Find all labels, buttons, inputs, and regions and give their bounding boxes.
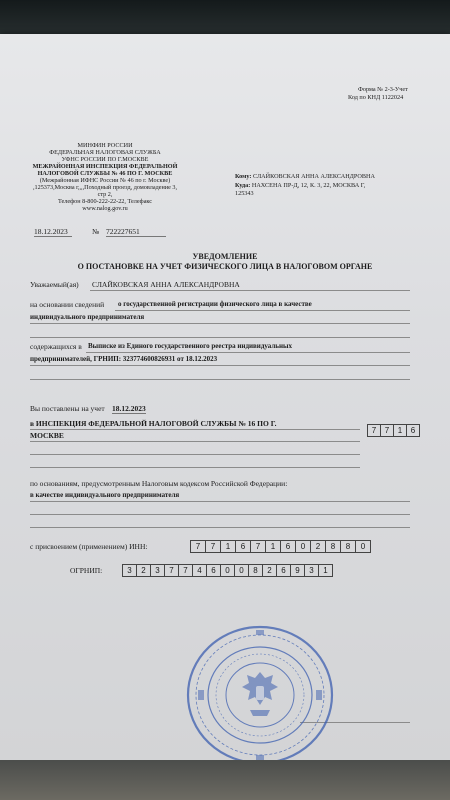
underline [30, 467, 360, 468]
inn-digit: 8 [326, 540, 341, 553]
underline [30, 527, 410, 528]
authority-line: ,125373,Москва г,,,,Походный проезд, домовладение 3, [32, 184, 178, 191]
inn-label: с присвоением (применением) ИНН: [30, 542, 148, 551]
table-surface-bottom [0, 760, 450, 800]
document-subtitle: О ПОСТАНОВКЕ НА УЧЕТ ФИЗИЧЕСКОГО ЛИЦА В НАЛОГОВОМ ОРГАНЕ [77, 262, 373, 271]
code-digit: 7 [381, 424, 394, 437]
recipient-where-value: НАХСЕНА ПР-Д, 12, К. 3, 22, МОСКВА Г, [251, 182, 366, 189]
inspection-line1: в ИНСПЕКЦИЯ ФЕДЕРАЛЬНОЙ НАЛОГОВОЙ СЛУЖБЫ № 16 ПО Г. [30, 419, 277, 428]
official-seal-stamp [180, 620, 340, 770]
inn-digit: 0 [296, 540, 311, 553]
basis-label: на основании сведений [30, 300, 105, 309]
inn-digit: 7 [206, 540, 221, 553]
document-title: УВЕДОМЛЕНИЕ [192, 252, 258, 261]
authority-block [30, 142, 180, 212]
authority-line: МЕЖРАЙОННАЯ ИНСПЕКЦИЯ ФЕДЕРАЛЬНОЙ [32, 163, 178, 170]
basis-value-line1: о государственной регистрации физического лица в качестве [118, 300, 312, 308]
inn-digit: 7 [190, 540, 206, 553]
underline [30, 501, 410, 502]
underline [30, 429, 360, 430]
eagle-emblem-icon [242, 672, 278, 716]
inn-digit: 7 [251, 540, 266, 553]
inn-digit: 2 [311, 540, 326, 553]
inn-cells [190, 540, 371, 553]
form-number: Форма № 2-3-Учет [358, 86, 408, 93]
authority-line: ФЕДЕРАЛЬНАЯ НАЛОГОВАЯ СЛУЖБА [49, 149, 161, 156]
underline [30, 337, 410, 338]
ogrnip-cells [122, 564, 333, 577]
code-digit: 7 [367, 424, 381, 437]
authority-line: стр 2, [97, 191, 113, 198]
ogrnip-digit: 1 [319, 564, 333, 577]
contained-label: содержащихся в [30, 342, 82, 351]
taxpayer-name: СЛАЙКОВСКАЯ АННА АЛЕКСАНДРОВНА [92, 280, 240, 289]
ogrnip-digit: 3 [122, 564, 137, 577]
ogrnip-digit: 6 [277, 564, 291, 577]
ogrnip-digit: 6 [207, 564, 221, 577]
contained-value-line2: предпринимателей, ГРНИП: 323774600826931 от 18.12.2023 [30, 355, 218, 363]
recipient-to [235, 173, 375, 180]
registered-date: 18.12.2023 [112, 404, 146, 413]
code-digit: 1 [394, 424, 407, 437]
ogrnip-digit: 2 [137, 564, 151, 577]
authority-line: www.nalog.gov.ru [82, 205, 128, 212]
underline [115, 310, 410, 311]
recipient-to-value: СЛАЙКОВСКАЯ АННА АЛЕКСАНДРОВНА [253, 173, 375, 180]
recipient-to-label: Кому: [235, 173, 252, 180]
recipient-zip: 125343 [235, 190, 254, 197]
document-number: 722227651 [106, 227, 166, 237]
inspection-code-cells [367, 424, 420, 437]
underline [30, 454, 360, 455]
ogrnip-digit: 9 [291, 564, 305, 577]
authority-line: УФНС РОССИИ ПО Г.МОСКВЕ [61, 156, 149, 163]
recipient-where-label: Куда: [235, 182, 251, 189]
underline [30, 441, 360, 442]
document-date: 18.12.2023 [34, 227, 72, 237]
number-label: № [92, 227, 100, 236]
ogrnip-label: ОГРНИП: [70, 566, 103, 575]
ogrnip-digit: 7 [165, 564, 179, 577]
underline [30, 365, 410, 366]
registered-label: Вы поставлены на учет [30, 404, 105, 413]
ogrnip-digit: 2 [263, 564, 277, 577]
authority-line: (Межрайонная ИФНС России № 46 по г. Москве) [39, 177, 171, 184]
authority-line: МИНФИН РОССИИ [77, 142, 133, 149]
grounds-value: в качестве индивидуального предпринимателя [30, 491, 180, 499]
ogrnip-digit: 7 [179, 564, 193, 577]
inn-digit: 8 [341, 540, 356, 553]
recipient-where [235, 182, 365, 189]
inn-digit: 6 [236, 540, 251, 553]
inspection-line2: МОСКВЕ [30, 431, 64, 440]
underline [30, 323, 410, 324]
inn-digit: 0 [356, 540, 371, 553]
ogrnip-digit: 3 [305, 564, 319, 577]
grounds-label: по основаниям, предусмотренным Налоговым кодексом Российской Федерации: [30, 479, 288, 488]
authority-line: НАЛОГОВОЙ СЛУЖБЫ № 46 ПО Г. МОСКВЕ [37, 170, 173, 177]
basis-value-line2: индивидуального предпринимателя [30, 313, 145, 321]
underline [86, 352, 410, 353]
underline [30, 514, 410, 515]
ogrnip-digit: 0 [221, 564, 235, 577]
underline [30, 379, 410, 380]
code-digit: 6 [407, 424, 420, 437]
inn-digit: 1 [266, 540, 281, 553]
ogrnip-digit: 8 [249, 564, 263, 577]
authority-line: Телефон 8-800-222-22-22, Телефакс [57, 198, 153, 205]
ogrnip-digit: 3 [151, 564, 165, 577]
knd-code: Код по КНД 1122024 [348, 94, 404, 101]
inn-digit: 1 [221, 540, 236, 553]
ogrnip-digit: 4 [193, 564, 207, 577]
ogrnip-digit: 0 [235, 564, 249, 577]
underline [90, 290, 410, 291]
dear-label: Уважаемый(ая) [30, 280, 79, 289]
inn-digit: 6 [281, 540, 296, 553]
contained-value-line1: Выписке из Единого государственного реестра индивидуальных [88, 342, 292, 350]
